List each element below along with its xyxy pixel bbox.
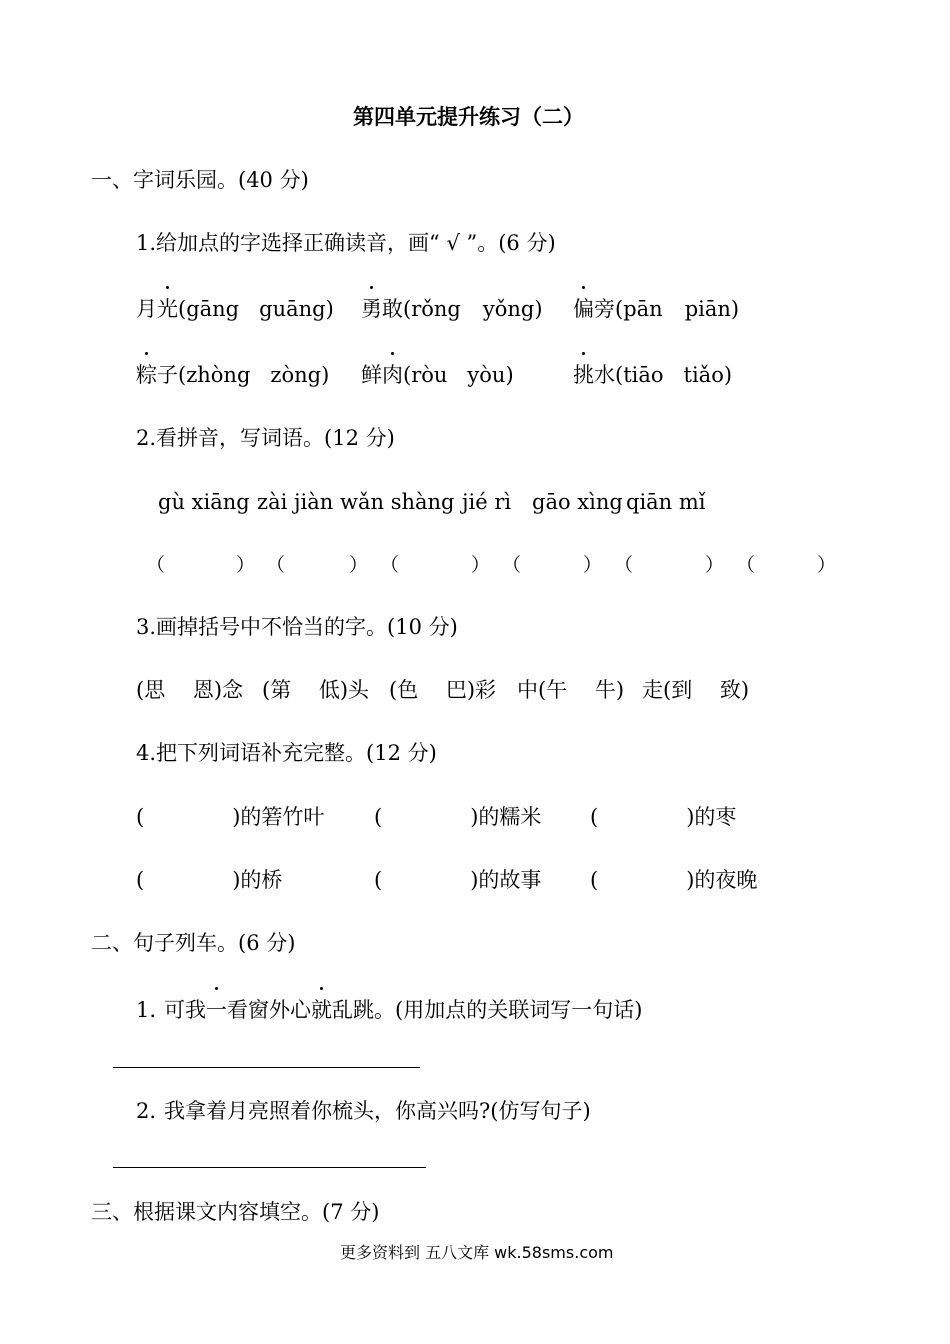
section1-heading: 一、字词乐园。(40 分) bbox=[91, 168, 309, 192]
pinyin-option[interactable]: yòu) bbox=[467, 363, 514, 387]
pinyin-word: zài jiàn bbox=[257, 490, 334, 514]
q4-item: ( )的箬竹叶 bbox=[136, 805, 325, 829]
section3-heading: 三、根据课文内容填空。(7 分) bbox=[91, 1200, 380, 1224]
q3-item[interactable]: 中(午 牛) bbox=[517, 678, 625, 702]
q1-item-2: 勇敢(rǒng yǒng) bbox=[361, 297, 543, 321]
dotted-char: 就 bbox=[311, 998, 333, 1022]
open-paren: （ bbox=[380, 554, 400, 576]
pinyin-word: jié rì bbox=[462, 490, 512, 514]
q3-item[interactable]: (色 巴)彩 bbox=[389, 678, 497, 702]
pinyin-word: gù xiāng bbox=[158, 490, 250, 514]
q4-item: ( )的糯米 bbox=[374, 805, 542, 829]
pinyin-word: gāo xìng bbox=[532, 490, 623, 514]
answer-blank[interactable] bbox=[760, 550, 815, 578]
q4-item: ( )的枣 bbox=[590, 805, 737, 829]
dotted-char: 挑 bbox=[573, 363, 594, 387]
dotted-char: 一 bbox=[206, 998, 228, 1022]
q3-item[interactable]: 走(到 致) bbox=[642, 678, 750, 702]
q4-item: ( )的夜晚 bbox=[590, 868, 758, 892]
q1-prompt: 1.给加点的字选择正确读音，画“ √ ”。(6 分) bbox=[136, 231, 556, 255]
close-paren: ） bbox=[471, 554, 491, 576]
close-paren: ） bbox=[705, 554, 725, 576]
section2-heading: 二、句子列车。(6 分) bbox=[91, 931, 296, 955]
close-paren: ） bbox=[817, 554, 837, 576]
pinyin-option[interactable]: (ròu bbox=[403, 363, 448, 387]
q4-prompt: 4.把下列词语补充完整。(12 分) bbox=[136, 741, 437, 765]
open-paren: （ bbox=[502, 554, 522, 576]
open-paren: （ bbox=[736, 554, 756, 576]
dotted-char: 肉 bbox=[382, 363, 403, 387]
open-paren: （ bbox=[146, 554, 166, 576]
dotted-char: 光 bbox=[157, 297, 178, 321]
q1-item-3: 偏旁(pān piān) bbox=[573, 297, 740, 321]
q1-item-5: 鲜肉(ròu yòu) bbox=[361, 363, 514, 387]
pinyin-option[interactable]: (gāng bbox=[178, 297, 240, 321]
pinyin-option[interactable]: yǒng) bbox=[482, 297, 543, 321]
q1-item-4: 粽子(zhòng zòng) bbox=[136, 363, 330, 387]
q3-item[interactable]: (思 恩)念 bbox=[136, 678, 244, 702]
q4-item: ( )的故事 bbox=[374, 868, 542, 892]
pinyin-option[interactable]: (rǒng bbox=[403, 297, 461, 321]
page-title: 第四单元提升练习（二） bbox=[353, 104, 584, 129]
footer-text: 更多资料到 五八文库 wk.58sms.com bbox=[340, 1243, 614, 1262]
close-paren: ） bbox=[236, 554, 256, 576]
q3-item[interactable]: (第 低)头 bbox=[262, 678, 370, 702]
s2-q2: 2. 我拿着月亮照着你梳头，你高兴吗?(仿写句子) bbox=[136, 1099, 591, 1123]
open-paren: （ bbox=[266, 554, 286, 576]
answer-line[interactable] bbox=[113, 1067, 420, 1068]
open-paren: （ bbox=[614, 554, 634, 576]
pinyin-option[interactable]: zòng) bbox=[270, 363, 330, 387]
close-paren: ） bbox=[349, 554, 369, 576]
answer-line[interactable] bbox=[113, 1167, 426, 1168]
answer-blank[interactable] bbox=[526, 550, 581, 578]
dotted-char: 勇 bbox=[361, 297, 382, 321]
q3-prompt: 3.画掉括号中不恰当的字。(10 分) bbox=[136, 615, 458, 639]
pinyin-option[interactable]: piān) bbox=[684, 297, 740, 321]
answer-blank[interactable] bbox=[170, 550, 230, 578]
pinyin-word: qiān mǐ bbox=[626, 490, 706, 514]
dotted-char: 偏 bbox=[573, 297, 594, 321]
answer-blank[interactable] bbox=[290, 550, 345, 578]
close-paren: ） bbox=[583, 554, 603, 576]
pinyin-option[interactable]: (zhòng bbox=[178, 363, 251, 387]
pinyin-option[interactable]: (tiāo bbox=[615, 363, 664, 387]
s2-q1: 1. 可我一看窗外心就乱跳。(用加点的关联词写一句话) bbox=[136, 998, 643, 1022]
q1-item-6: 挑水(tiāo tiǎo) bbox=[573, 363, 733, 387]
pinyin-option[interactable]: (pān bbox=[615, 297, 663, 321]
pinyin-word: wǎn shàng bbox=[340, 490, 455, 514]
q2-prompt: 2.看拼音，写词语。(12 分) bbox=[136, 426, 395, 450]
answer-blank[interactable] bbox=[638, 550, 698, 578]
pinyin-option[interactable]: guāng) bbox=[259, 297, 334, 321]
pinyin-option[interactable]: tiǎo) bbox=[683, 363, 733, 387]
q1-item-1: 月光(gāng guāng) bbox=[136, 297, 334, 321]
answer-blank[interactable] bbox=[404, 550, 464, 578]
q4-item: ( )的桥 bbox=[136, 868, 283, 892]
dotted-char: 粽 bbox=[136, 363, 157, 387]
